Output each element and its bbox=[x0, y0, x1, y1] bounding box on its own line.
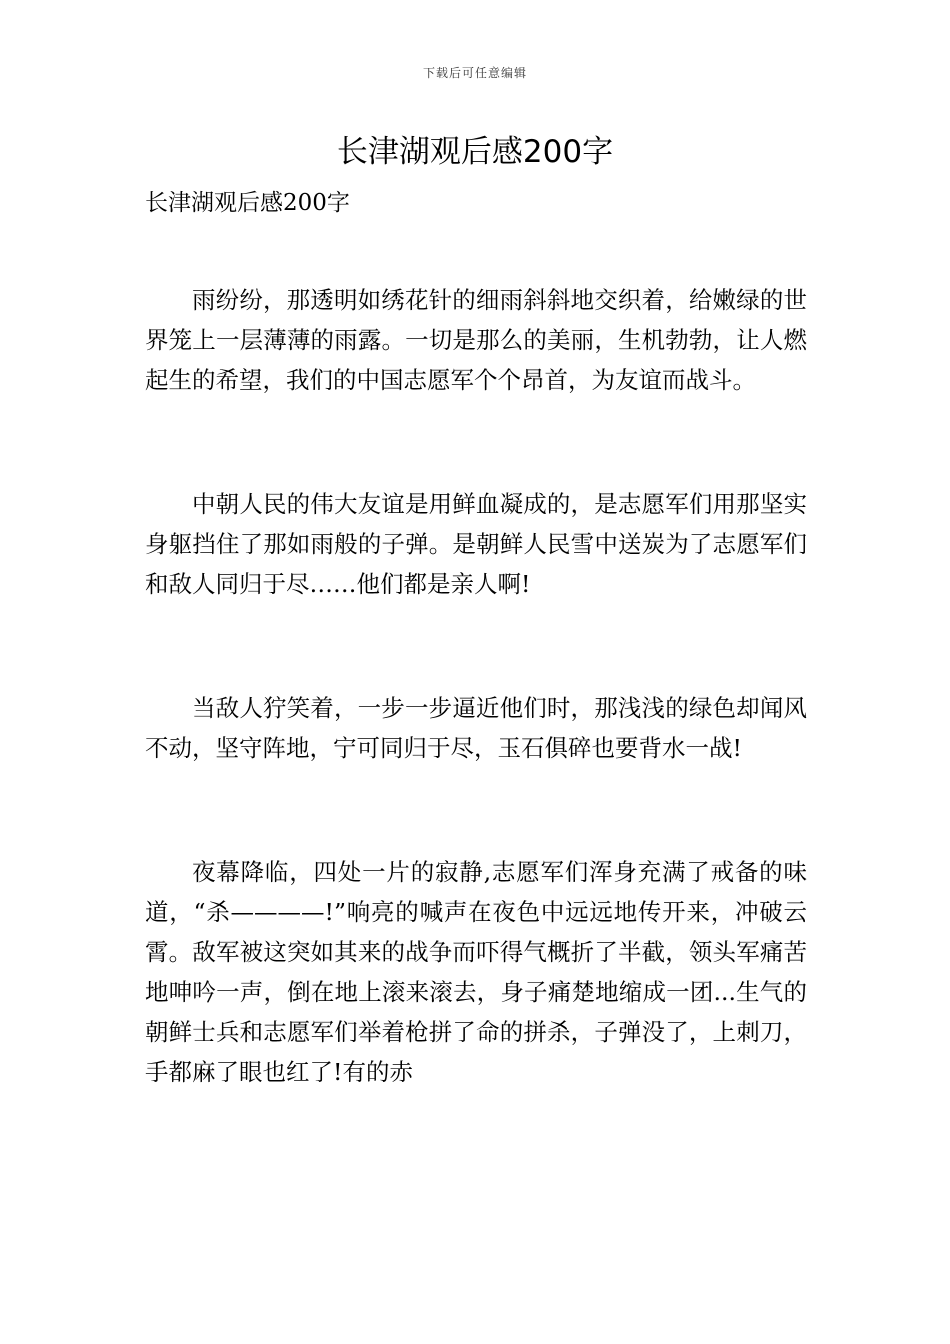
header-note: 下载后可任意编辑 bbox=[422, 66, 527, 80]
document-body bbox=[145, 280, 807, 1092]
document-subtitle: 长津湖观后感200字 bbox=[145, 190, 350, 216]
paragraph-1: 雨纷纷，那透明如绣花针的细雨斜斜地交织着，给嫩绿的世界笼上一层薄薄的雨露。一切是那么的美丽，生机勃勃，让人燃起生的希望，我们的中国志愿军个个昂首，为友谊而战斗。 bbox=[145, 286, 807, 394]
paragraph-2: 中朝人民的伟大友谊是用鲜血凝成的，是志愿军们用那坚实身躯挡住了那如雨般的子弹。是朝鲜人民雪中送炭为了志愿军们和敌人同归于尽……他们都是亲人啊! bbox=[145, 490, 807, 598]
document-title: 长津湖观后感200字 bbox=[336, 134, 614, 170]
paragraph-4: 夜幕降临，四处一片的寂静,志愿军们浑身充满了戒备的味道，“杀————!”响亮的喊声在夜色中远远地传开来，冲破云霄。敌军被这突如其来的战争而吓得气概折了半截，领头军痛苦地呻吟一声，倒在地上滚来滚去，身子痛楚地缩成一团...生气的朝鲜士兵和志愿军们举着枪拼了命的拼杀，子弹没了，上刺刀，手都麻了眼也红了!有的赤 bbox=[145, 858, 807, 1086]
paragraph-3: 当敌人狞笑着，一步一步逼近他们时，那浅浅的绿色却闻风不动，坚守阵地，宁可同归于尽，玉石俱碎也要背水一战! bbox=[145, 694, 807, 762]
